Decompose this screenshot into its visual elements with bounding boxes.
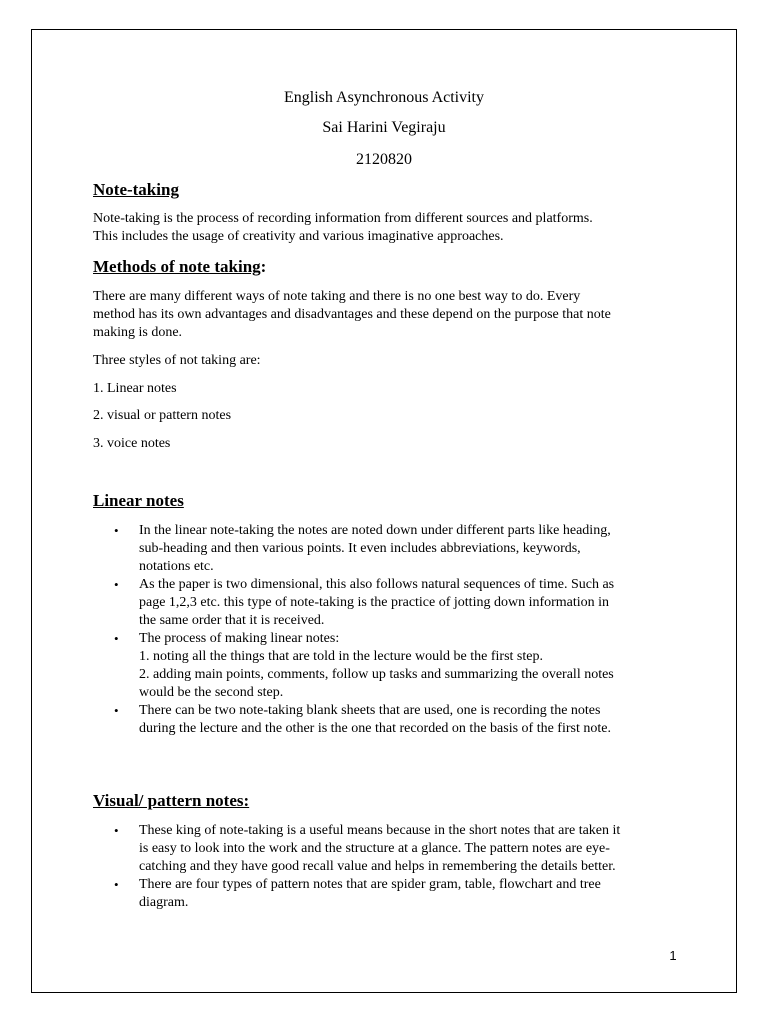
methods-heading: Methods of note taking:: [93, 257, 267, 276]
paragraph-line: There are many different ways of note taking and there is no one best way to do. Every: [93, 289, 581, 304]
linear-notes-heading: Linear notes: [93, 491, 184, 510]
list-item: • As the paper is two dimensional, this also follows natural sequences of time. Such as page 1,2,3 etc. this type of note-taking is the practice of jotting down information in the same order that it is received.: [114, 577, 615, 628]
page-number: 1: [669, 948, 677, 963]
bullet-icon: •: [114, 523, 119, 538]
paragraph-line: method has its own advantages and disadvantages and these depend on the purpose that note: [93, 307, 611, 322]
paragraph-line: Note-taking is the process of recording information from different sources and platforms.: [93, 211, 593, 226]
bullet-icon: •: [114, 877, 119, 892]
list-item: • In the linear note-taking the notes are noted down under different parts like heading, sub-heading and then various points. It even includes abbreviations, keywords, notations etc.: [114, 523, 611, 574]
style-item-visual: 2. visual or pattern notes: [93, 408, 232, 423]
bullet-icon: •: [114, 577, 119, 592]
note-taking-heading: Note-taking: [93, 180, 179, 199]
list-item: • There are four types of pattern notes that are spider gram, table, flowchart and tree diagram.: [114, 877, 601, 910]
methods-paragraph: [93, 288, 683, 342]
bullet-icon: •: [114, 703, 119, 718]
visual-notes-list: [0, 822, 768, 912]
author-name: Sai Harini Vegiraju: [322, 119, 446, 136]
note-taking-paragraph: [93, 210, 683, 246]
visual-notes-heading: Visual/ pattern notes:: [93, 791, 250, 810]
linear-notes-list: [0, 522, 768, 738]
paragraph-line: making is done.: [93, 325, 183, 340]
list-item: • The process of making linear notes: 1. noting all the things that are told in the lecture would be the first step. 2. adding main points, comments, follow up tasks and summarizing the overall notes would be the second step.: [114, 631, 614, 700]
styles-intro: Three styles of not taking are:: [93, 353, 261, 368]
style-item-voice: 3. voice notes: [93, 436, 171, 451]
style-item-linear: 1. Linear notes: [93, 381, 177, 396]
paragraph-line: This includes the usage of creativity and various imaginative approaches.: [93, 229, 504, 244]
bullet-icon: •: [114, 823, 119, 838]
bullet-icon: •: [114, 631, 119, 646]
list-item: • There can be two note-taking blank sheets that are used, one is recording the notes during the lecture and the other is the one that recorded on the basis of the first note.: [114, 703, 611, 736]
id-number: 2120820: [356, 151, 412, 168]
document-title: English Asynchronous Activity: [284, 89, 484, 106]
list-item: • These king of note-taking is a useful means because in the short notes that are taken it is easy to look into the work and the structure at a glance. The pattern notes are eye- catching and they have good recall value and helps in remembering the details better.: [114, 823, 621, 874]
